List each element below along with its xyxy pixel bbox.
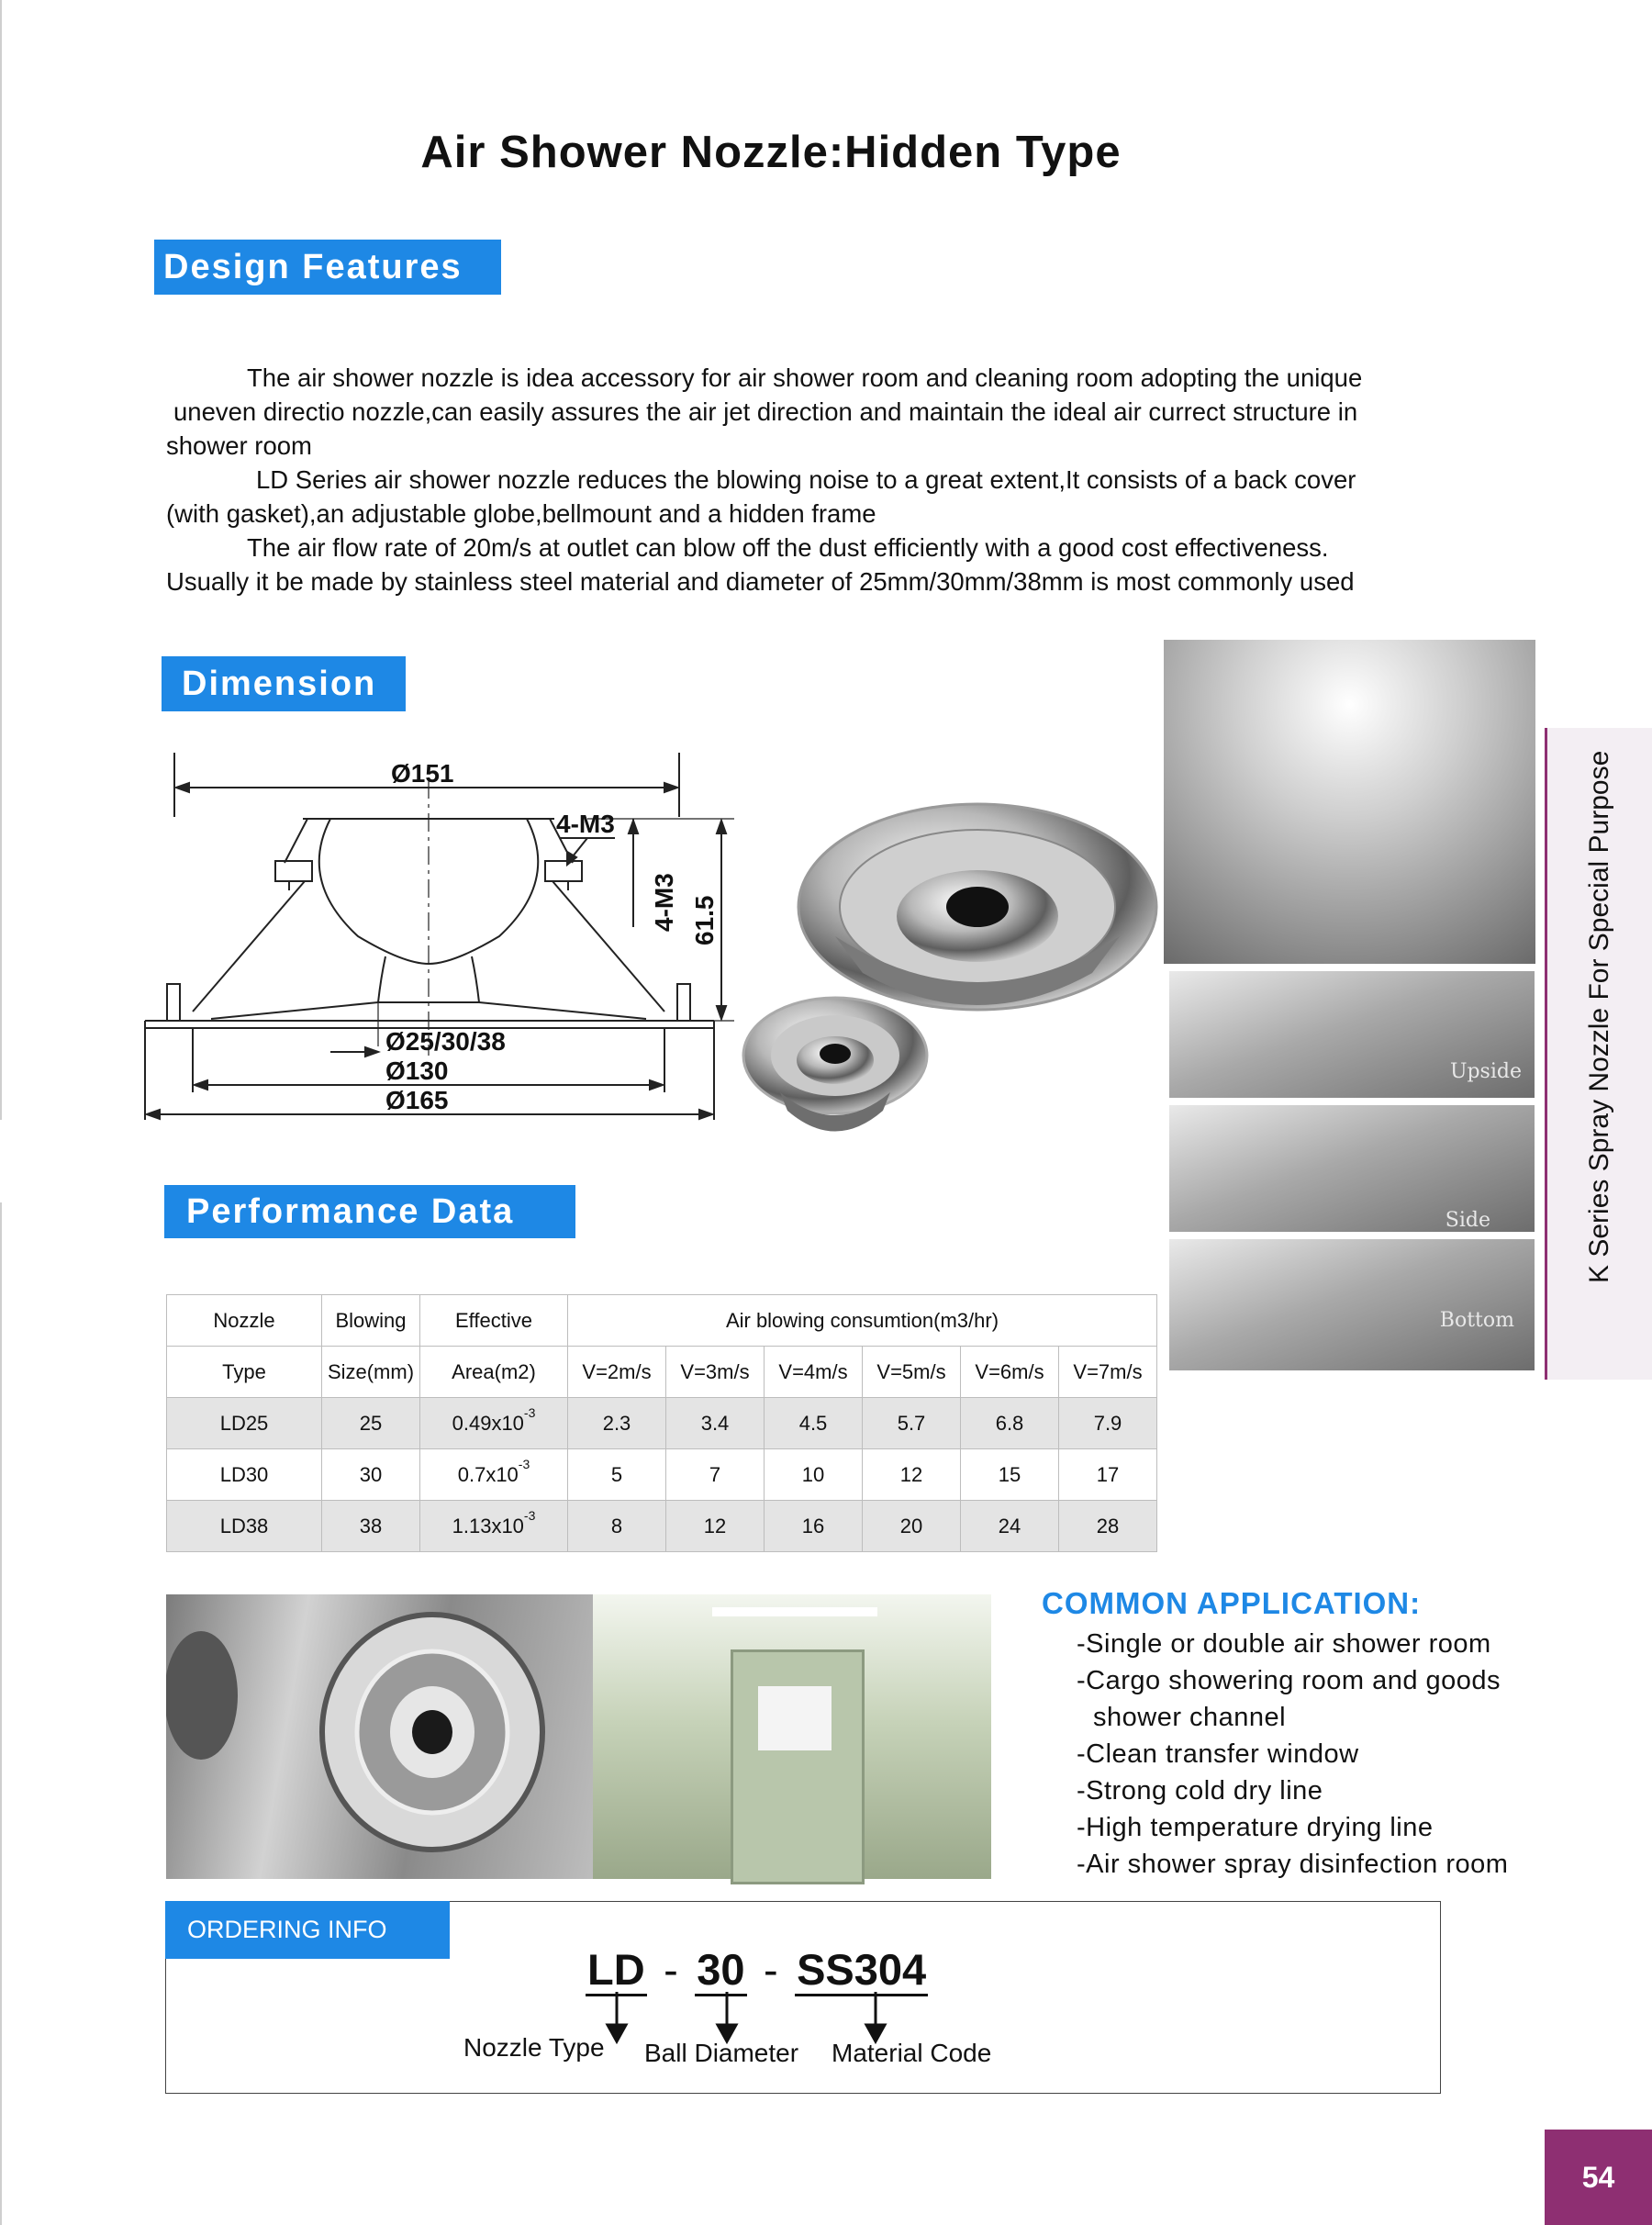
nozzle-photo-bottom <box>1169 1239 1535 1370</box>
room-door-window <box>758 1686 832 1750</box>
th-size: Blowing <box>322 1295 420 1347</box>
row-type: LD25 <box>167 1398 322 1449</box>
page-left-rule-lower <box>0 1202 2 2225</box>
row-area <box>420 1449 568 1501</box>
th-size-mm: Size(mm) <box>322 1347 420 1398</box>
dim-h615: 61.5 <box>690 895 719 945</box>
row-area-exp: -3 <box>523 1404 536 1420</box>
nozzle-photo-lit <box>1164 640 1535 964</box>
table-row <box>167 1449 1157 1501</box>
row-area <box>420 1398 568 1449</box>
th-v3: V=3m/s <box>666 1347 765 1398</box>
row-size: 38 <box>322 1501 420 1552</box>
desc-p3-l2: Usually it be made by stainless steel material and diameter of 25mm/30mm/38mm is most commonly used <box>166 567 1355 596</box>
dim-d25: Ø25/30/38 <box>385 1027 506 1056</box>
room-door <box>731 1649 865 1884</box>
list-item: -Cargo showering room and goods <box>1077 1666 1501 1695</box>
list-item: -High temperature drying line <box>1077 1813 1434 1842</box>
row-size: 30 <box>322 1449 420 1501</box>
th-v5: V=5m/s <box>863 1347 961 1398</box>
dim-d130: Ø130 <box>385 1057 449 1085</box>
table-header-row-1 <box>167 1295 1157 1347</box>
row-size: 25 <box>322 1398 420 1449</box>
th-consumption: Air blowing consumtion(m3/hr) <box>568 1295 1157 1347</box>
row-value: 24 <box>961 1501 1059 1552</box>
code-ball-diameter: 30 <box>695 1945 746 1996</box>
th-area: Effective <box>420 1295 568 1347</box>
table-row <box>167 1398 1157 1449</box>
row-value: 17 <box>1059 1449 1157 1501</box>
desc-p2-l1: LD Series air shower nozzle reduces the blowing noise to a great extent,It consists of a back cover <box>256 465 1356 494</box>
row-value: 7 <box>666 1449 765 1501</box>
row-value: 12 <box>666 1501 765 1552</box>
th-nozzle: Nozzle <box>167 1295 322 1347</box>
list-item: shower channel <box>1093 1703 1287 1732</box>
list-item: -Air shower spray disinfection room <box>1077 1850 1509 1879</box>
row-area-exp: -3 <box>523 1507 536 1523</box>
list-item: -Clean transfer window <box>1077 1739 1359 1769</box>
desc-p1-l3: shower room <box>166 431 312 460</box>
arrow-down-icon <box>608 2025 626 2041</box>
code-separator: - <box>664 1945 678 1994</box>
row-value: 10 <box>765 1449 863 1501</box>
table-header-row-2 <box>167 1347 1157 1398</box>
label-side: Side <box>1445 1209 1490 1232</box>
application-list <box>1077 1626 1508 1883</box>
th-v7: V=7m/s <box>1059 1347 1157 1398</box>
room-ceiling-light <box>712 1607 877 1616</box>
row-type: LD30 <box>167 1449 322 1501</box>
installed-nozzle-graphic <box>166 1594 593 1879</box>
th-v4: V=4m/s <box>765 1347 863 1398</box>
th-v2: V=2m/s <box>568 1347 666 1398</box>
row-value: 8 <box>568 1501 666 1552</box>
row-value: 16 <box>765 1501 863 1552</box>
desc-p2-l2: (with gasket),an adjustable globe,bellmount and a hidden frame <box>166 499 876 528</box>
row-type: LD38 <box>167 1501 322 1552</box>
row-area <box>420 1501 568 1552</box>
air-shower-room-photo <box>593 1594 991 1879</box>
row-value: 7.9 <box>1059 1398 1157 1449</box>
page-number: 54 <box>1545 2130 1652 2225</box>
label-ball-diameter: Ball Diameter <box>644 2039 799 2067</box>
nozzle-photo-upside <box>1169 971 1535 1098</box>
dim-d151: Ø151 <box>391 759 454 788</box>
application-title: COMMON APPLICATION: <box>1042 1586 1422 1620</box>
installed-nozzle-photo <box>166 1594 593 1879</box>
code-material: SS304 <box>795 1945 928 1996</box>
row-value: 5.7 <box>863 1398 961 1449</box>
label-material-code: Material Code <box>832 2039 992 2067</box>
label-bottom: Bottom <box>1439 1309 1514 1332</box>
row-value: 12 <box>863 1449 961 1501</box>
row-value: 28 <box>1059 1501 1157 1552</box>
dim-4m3-side: 4-M3 <box>650 873 678 932</box>
section-dimension: Dimension <box>162 656 406 711</box>
row-value: 20 <box>863 1501 961 1552</box>
nozzle-product-image <box>725 789 1166 1147</box>
row-area-base: 0.49x10 <box>452 1411 524 1435</box>
page-title: Air Shower Nozzle:Hidden Type <box>420 128 1122 177</box>
code-separator: - <box>763 1945 778 1994</box>
row-value: 4.5 <box>765 1398 863 1449</box>
row-value: 15 <box>961 1449 1059 1501</box>
nozzle-photo-side <box>1169 1105 1535 1232</box>
row-area-base: 1.13x10 <box>452 1514 524 1537</box>
description-block <box>166 361 1534 598</box>
row-value: 6.8 <box>961 1398 1059 1449</box>
row-value: 2.3 <box>568 1398 666 1449</box>
dimension-drawing <box>138 744 743 1129</box>
ordering-code <box>586 1944 928 1995</box>
desc-p1-l2: uneven directio nozzle,can easily assures the air jet direction and maintain the ideal air currect structure in <box>173 397 1358 426</box>
row-area-base: 0.7x10 <box>457 1462 519 1486</box>
dim-4m3-top: 4-M3 <box>556 810 615 838</box>
performance-table <box>166 1294 1157 1552</box>
side-tab-text: K Series Spray Nozzle For Special Purpose <box>1584 750 1614 1283</box>
desc-p1-l1: The air shower nozzle is idea accessory for air shower room and cleaning room adopting the unique <box>247 363 1363 392</box>
label-upside: Upside <box>1449 1060 1522 1083</box>
list-item: -Single or double air shower room <box>1077 1629 1491 1659</box>
th-v6: V=6m/s <box>961 1347 1059 1398</box>
row-value: 3.4 <box>666 1398 765 1449</box>
section-performance-data: Performance Data <box>164 1185 575 1238</box>
list-item: -Strong cold dry line <box>1077 1776 1323 1806</box>
ordering-header: ORDERING INFO <box>165 1901 450 1959</box>
th-type: Type <box>167 1347 322 1398</box>
label-nozzle-type: Nozzle Type <box>463 2033 605 2062</box>
th-area-m2: Area(m2) <box>420 1347 568 1398</box>
table-row <box>167 1501 1157 1552</box>
dim-d165: Ø165 <box>385 1086 449 1114</box>
section-design-features: Design Features <box>154 240 501 295</box>
code-nozzle-type: LD <box>586 1945 647 1996</box>
row-value: 5 <box>568 1449 666 1501</box>
row-area-exp: -3 <box>518 1456 530 1471</box>
desc-p3-l1: The air flow rate of 20m/s at outlet can blow off the dust efficiently with a good cost effectiveness. <box>247 533 1329 562</box>
